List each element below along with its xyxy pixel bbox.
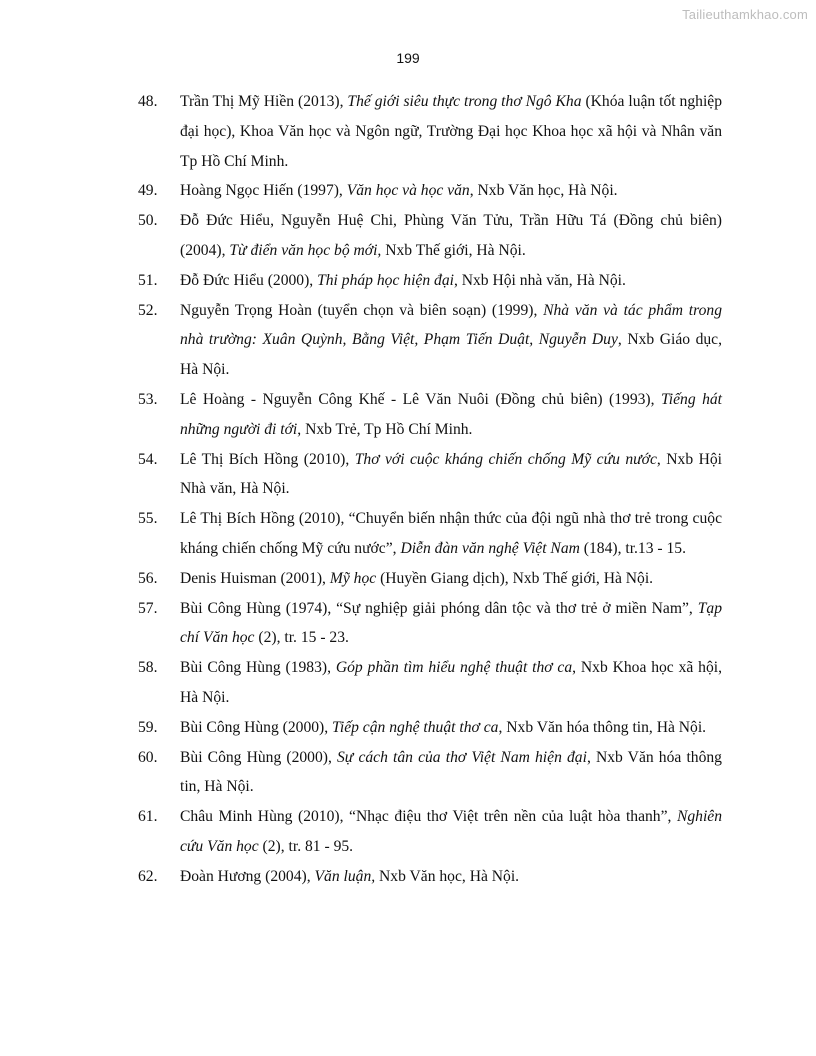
reference-title: Tiếng hát những người đi tới [180, 390, 723, 438]
reference-segment: , Nxb Hội Nhà văn, Hà Nội. [180, 450, 722, 498]
reference-title: Thế giới siêu thực trong thơ Ngô Kha [347, 93, 582, 110]
reference-number: 49. [138, 182, 158, 200]
reference-title: Sự cách tân của thơ Việt Nam hiện đại [337, 748, 587, 766]
reference-segment: (2), tr. 81 - 95. [258, 837, 354, 855]
reference-number: 53. [138, 390, 158, 408]
reference-number: 54. [138, 450, 158, 468]
reference-segment: Bùi Công Hùng (2000), [180, 718, 333, 736]
reference-title: Văn luận, [314, 867, 376, 885]
reference-number: 48. [138, 93, 158, 110]
reference-number: 61. [138, 808, 158, 826]
reference-segment: Lê Hoàng - Nguyễn Công Khế - Lê Văn Nuôi (Đồng chủ biên) (1993), [180, 390, 661, 408]
reference-text [180, 564, 722, 594]
reference-segment: , Nxb Trẻ, Tp Hồ Chí Minh. [297, 420, 473, 438]
reference-title: Tạp chí Văn học [180, 599, 722, 647]
reference-title: Diễn đàn văn nghệ Việt Nam [400, 539, 580, 557]
reference-segment: Nguyễn Trọng Hoàn (tuyển chọn và biên soạn) (1999), [180, 301, 544, 319]
reference-number: 62. [138, 867, 158, 885]
reference-item [138, 385, 722, 445]
reference-item [138, 564, 722, 594]
reference-segment: (184), tr.13 - 15. [579, 539, 687, 557]
reference-segment: Đỗ Đức Hiểu (2000), [180, 271, 318, 289]
reference-text [180, 802, 722, 862]
reference-item [138, 445, 722, 505]
watermark: Tailieuthamkhao.com [682, 7, 808, 22]
reference-segment: , Nxb Văn hóa thông tin, Hà Nội. [180, 748, 722, 796]
reference-number: 57. [138, 599, 158, 617]
reference-segment: (2), tr. 15 - 23. [254, 629, 349, 647]
reference-title: Thơ với cuộc kháng chiến chống Mỹ cứu nước [354, 450, 657, 468]
reference-title: Từ điển văn học bộ mới, [229, 241, 382, 259]
reference-segment: Bùi Công Hùng (2000), [180, 748, 337, 766]
reference-text [180, 87, 722, 176]
reference-number: 55. [138, 510, 158, 528]
reference-number: 60. [138, 748, 158, 766]
reference-segment: (Huyền Giang dịch), Nxb Thế giới, Hà Nội. [376, 569, 654, 587]
reference-number: 58. [138, 659, 158, 677]
reference-segment: , Nxb Khoa học xã hội, Hà Nội. [180, 659, 722, 706]
reference-segment: Châu Minh Hùng (2010), “Nhạc điệu thơ Việt trên nền của luật hòa thanh”, [180, 808, 677, 826]
reference-text [180, 176, 722, 206]
reference-item [138, 266, 722, 296]
reference-item [138, 802, 722, 862]
reference-number: 52. [138, 301, 158, 319]
reference-text [180, 206, 722, 266]
reference-segment: (Khóa luận tốt nghiệp đại học), Khoa Văn học và Ngôn ngữ, Trường Đại học Khoa học xã hội và Nhân văn Tp Hồ Chí Minh. [180, 93, 722, 170]
reference-list [138, 87, 722, 892]
reference-title: Văn học và học văn [346, 182, 470, 200]
reference-item [138, 743, 722, 803]
page-number: 199 [396, 50, 420, 66]
reference-item [138, 206, 722, 266]
reference-title: Thi pháp học hiện đại [317, 271, 454, 289]
reference-segment: Nxb Văn học, Hà Nội. [375, 867, 520, 885]
reference-text [180, 653, 722, 713]
reference-title: Nhà văn và tác phẩm trong nhà trường: Xuân Quỳnh, Bằng Việt, Phạm Tiến Duật, Nguyễn Duy [180, 301, 722, 349]
reference-segment: , Nxb Văn học, Hà Nội. [469, 182, 618, 200]
reference-text [180, 862, 722, 892]
reference-title: Mỹ học [329, 569, 377, 587]
reference-item [138, 862, 722, 892]
reference-number: 50. [138, 212, 158, 230]
reference-item [138, 296, 722, 385]
reference-segment: Denis Huisman (2001), [180, 569, 330, 587]
reference-segment: , Nxb Hội nhà văn, Hà Nội. [453, 271, 626, 289]
reference-segment: Bùi Công Hùng (1983), [180, 659, 336, 677]
reference-text [180, 594, 722, 654]
reference-text [180, 385, 722, 445]
reference-segment: Lê Thị Bích Hồng (2010), [180, 450, 355, 468]
reference-segment: Hoàng Ngọc Hiến (1997), [180, 182, 347, 200]
reference-title: Nghiên cứu Văn học [180, 808, 722, 855]
reference-segment: Nxb Thế giới, Hà Nội. [381, 241, 526, 259]
reference-item [138, 87, 722, 176]
reference-item [138, 504, 722, 564]
reference-text [180, 296, 722, 385]
reference-text [180, 445, 722, 505]
reference-title: Tiếp cận nghệ thuật thơ ca [332, 718, 499, 736]
reference-title: Góp phần tìm hiểu nghệ thuật thơ ca [335, 659, 573, 677]
reference-segment: Trần Thị Mỹ Hiền (2013), [180, 93, 348, 110]
reference-segment: , Nxb Giáo dục, Hà Nội. [180, 331, 722, 379]
reference-segment: Đoàn Hương (2004), [180, 867, 315, 885]
reference-text [180, 713, 722, 743]
reference-segment: Bùi Công Hùng (1974), “Sự nghiệp giải phóng dân tộc và thơ trẻ ở miền Nam”, [180, 599, 698, 617]
reference-item [138, 594, 722, 654]
reference-number: 59. [138, 718, 158, 736]
reference-text [180, 266, 722, 296]
reference-segment: , Nxb Văn hóa thông tin, Hà Nội. [498, 718, 707, 736]
reference-number: 51. [138, 271, 158, 289]
reference-text [180, 743, 722, 803]
reference-item [138, 713, 722, 743]
reference-item [138, 176, 722, 206]
reference-number: 56. [138, 569, 158, 587]
reference-text [180, 504, 722, 564]
reference-segment: Đỗ Đức Hiểu, Nguyễn Huệ Chi, Phùng Văn Tửu, Trần Hữu Tá (Đồng chủ biên) (2004), [180, 212, 722, 259]
reference-segment: Lê Thị Bích Hồng (2010), “Chuyển biến nhận thức của đội ngũ nhà thơ trẻ trong cuộc kháng chiến chống Mỹ cứu nước”, [180, 510, 722, 557]
reference-item [138, 653, 722, 713]
